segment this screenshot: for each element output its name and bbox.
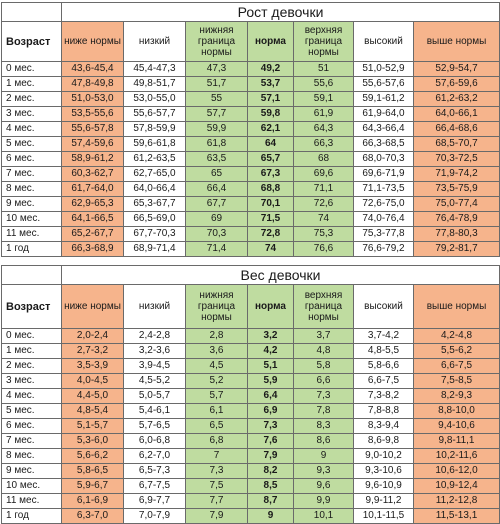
upper-bound-cell: 51 <box>294 62 354 77</box>
column-header-lower-bound: нижняя граница нормы <box>186 22 248 62</box>
norm-cell: 4,2 <box>248 344 294 359</box>
above-norm-cell: 8,2-9,3 <box>414 389 500 404</box>
lower-bound-cell: 7,9 <box>186 509 248 524</box>
high-cell: 10,1-11,5 <box>354 509 414 524</box>
table-row <box>2 494 500 509</box>
norm-cell: 57,1 <box>248 92 294 107</box>
lower-bound-cell: 70,3 <box>186 227 248 242</box>
above-norm-cell: 4,2-4,8 <box>414 329 500 344</box>
lower-bound-cell: 67,7 <box>186 197 248 212</box>
lower-bound-cell: 51,7 <box>186 77 248 92</box>
lower-bound-cell: 59,9 <box>186 122 248 137</box>
low-cell: 61,2-63,5 <box>124 152 186 167</box>
norm-cell: 67,3 <box>248 167 294 182</box>
age-cell: 1 мес. <box>2 77 62 92</box>
table-row <box>2 242 500 257</box>
low-cell: 49,8-51,7 <box>124 77 186 92</box>
high-cell: 68,0-70,3 <box>354 152 414 167</box>
below-norm-cell: 5,1-5,7 <box>62 419 124 434</box>
below-norm-cell: 6,3-7,0 <box>62 509 124 524</box>
high-cell: 69,6-71,9 <box>354 167 414 182</box>
norm-cell: 65,7 <box>248 152 294 167</box>
lower-bound-cell: 6,5 <box>186 419 248 434</box>
high-cell: 71,1-73,5 <box>354 182 414 197</box>
upper-bound-cell: 9,9 <box>294 494 354 509</box>
high-cell: 55,6-57,6 <box>354 77 414 92</box>
below-norm-cell: 5,3-6,0 <box>62 434 124 449</box>
column-header-norm: норма <box>248 22 294 62</box>
table-row <box>2 509 500 524</box>
table-row <box>2 389 500 404</box>
below-norm-cell: 43,6-45,4 <box>62 62 124 77</box>
lower-bound-cell: 61,8 <box>186 137 248 152</box>
low-cell: 7,0-7,9 <box>124 509 186 524</box>
low-cell: 2,4-2,8 <box>124 329 186 344</box>
table-row <box>2 182 500 197</box>
below-norm-cell: 4,8-5,4 <box>62 404 124 419</box>
lower-bound-cell: 2,8 <box>186 329 248 344</box>
norm-cell: 8,2 <box>248 464 294 479</box>
above-norm-cell: 10,2-11,6 <box>414 449 500 464</box>
upper-bound-cell: 61,9 <box>294 107 354 122</box>
low-cell: 59,6-61,8 <box>124 137 186 152</box>
low-cell: 5,7-6,5 <box>124 419 186 434</box>
upper-bound-cell: 6,6 <box>294 374 354 389</box>
column-header-norm: норма <box>248 285 294 329</box>
corner-cell <box>2 3 62 22</box>
above-norm-cell: 52,9-54,7 <box>414 62 500 77</box>
high-cell: 9,6-10,9 <box>354 479 414 494</box>
low-cell: 3,2-3,6 <box>124 344 186 359</box>
above-norm-cell: 10,6-12,0 <box>414 464 500 479</box>
norm-cell: 53,7 <box>248 77 294 92</box>
above-norm-cell: 79,2-81,7 <box>414 242 500 257</box>
below-norm-cell: 65,2-67,7 <box>62 227 124 242</box>
lower-bound-cell: 4,5 <box>186 359 248 374</box>
norm-cell: 6,4 <box>248 389 294 404</box>
high-cell: 76,6-79,2 <box>354 242 414 257</box>
table-row <box>2 329 500 344</box>
above-norm-cell: 11,5-13,1 <box>414 509 500 524</box>
high-cell: 7,8-8,8 <box>354 404 414 419</box>
norm-cell: 7,9 <box>248 449 294 464</box>
height-table <box>1 2 500 257</box>
low-cell: 66,5-69,0 <box>124 212 186 227</box>
above-norm-cell: 76,4-78,9 <box>414 212 500 227</box>
below-norm-cell: 66,3-68,9 <box>62 242 124 257</box>
age-cell: 4 мес. <box>2 122 62 137</box>
age-cell: 0 мес. <box>2 62 62 77</box>
norm-cell: 8,7 <box>248 494 294 509</box>
upper-bound-cell: 9,3 <box>294 464 354 479</box>
age-cell: 3 мес. <box>2 107 62 122</box>
norm-cell: 71,5 <box>248 212 294 227</box>
age-cell: 11 мес. <box>2 494 62 509</box>
lower-bound-cell: 3,6 <box>186 344 248 359</box>
upper-bound-cell: 8,3 <box>294 419 354 434</box>
below-norm-cell: 62,9-65,3 <box>62 197 124 212</box>
upper-bound-cell: 68 <box>294 152 354 167</box>
above-norm-cell: 77,8-80,3 <box>414 227 500 242</box>
above-norm-cell: 8,8-10,0 <box>414 404 500 419</box>
low-cell: 6,5-7,3 <box>124 464 186 479</box>
table-row <box>2 404 500 419</box>
age-cell: 5 мес. <box>2 404 62 419</box>
upper-bound-cell: 64,3 <box>294 122 354 137</box>
low-cell: 4,5-5,2 <box>124 374 186 389</box>
table-row <box>2 77 500 92</box>
below-norm-cell: 2,7-3,2 <box>62 344 124 359</box>
upper-bound-cell: 66,3 <box>294 137 354 152</box>
high-cell: 8,6-9,8 <box>354 434 414 449</box>
age-cell: 4 мес. <box>2 389 62 404</box>
table-row <box>2 464 500 479</box>
above-norm-cell: 10,9-12,4 <box>414 479 500 494</box>
age-cell: 5 мес. <box>2 137 62 152</box>
below-norm-cell: 55,6-57,8 <box>62 122 124 137</box>
table-row <box>2 62 500 77</box>
below-norm-cell: 51,0-53,0 <box>62 92 124 107</box>
high-cell: 59,1-61,2 <box>354 92 414 107</box>
low-cell: 53,0-55,0 <box>124 92 186 107</box>
low-cell: 6,7-7,5 <box>124 479 186 494</box>
norm-cell: 5,1 <box>248 359 294 374</box>
table-row <box>2 122 500 137</box>
column-header-high: высокий <box>354 22 414 62</box>
lower-bound-cell: 6,1 <box>186 404 248 419</box>
above-norm-cell: 68,5-70,7 <box>414 137 500 152</box>
lower-bound-cell: 7,7 <box>186 494 248 509</box>
below-norm-cell: 5,9-6,7 <box>62 479 124 494</box>
below-norm-cell: 3,5-3,9 <box>62 359 124 374</box>
table-row <box>2 359 500 374</box>
weight-table-title: Вес девочки <box>62 266 500 285</box>
norm-cell: 5,9 <box>248 374 294 389</box>
below-norm-cell: 4,0-4,5 <box>62 374 124 389</box>
age-cell: 2 мес. <box>2 92 62 107</box>
lower-bound-cell: 47,3 <box>186 62 248 77</box>
low-cell: 5,4-6,1 <box>124 404 186 419</box>
table-row <box>2 92 500 107</box>
upper-bound-cell: 10,1 <box>294 509 354 524</box>
lower-bound-cell: 7 <box>186 449 248 464</box>
high-cell: 9,0-10,2 <box>354 449 414 464</box>
age-cell: 9 мес. <box>2 197 62 212</box>
high-cell: 7,3-8,2 <box>354 389 414 404</box>
high-cell: 75,3-77,8 <box>354 227 414 242</box>
norm-cell: 6,9 <box>248 404 294 419</box>
high-cell: 72,6-75,0 <box>354 197 414 212</box>
above-norm-cell: 57,6-59,6 <box>414 77 500 92</box>
above-norm-cell: 71,9-74,2 <box>414 167 500 182</box>
lower-bound-cell: 55 <box>186 92 248 107</box>
column-header-above-norm: выше нормы <box>414 22 500 62</box>
high-cell: 9,3-10,6 <box>354 464 414 479</box>
column-header-low: низкий <box>124 285 186 329</box>
high-cell: 9,9-11,2 <box>354 494 414 509</box>
age-column-header: Возраст <box>2 285 62 329</box>
above-norm-cell: 70,3-72,5 <box>414 152 500 167</box>
upper-bound-cell: 9 <box>294 449 354 464</box>
high-cell: 3,7-4,2 <box>354 329 414 344</box>
table-row <box>2 227 500 242</box>
below-norm-cell: 64,1-66,5 <box>62 212 124 227</box>
age-cell: 1 год <box>2 509 62 524</box>
high-cell: 64,3-66,4 <box>354 122 414 137</box>
low-cell: 55,6-57,7 <box>124 107 186 122</box>
low-cell: 6,0-6,8 <box>124 434 186 449</box>
column-header-above-norm: выше нормы <box>414 285 500 329</box>
upper-bound-cell: 69,6 <box>294 167 354 182</box>
table-row <box>2 449 500 464</box>
high-cell: 5,8-6,6 <box>354 359 414 374</box>
norm-cell: 59,8 <box>248 107 294 122</box>
above-norm-cell: 7,5-8,5 <box>414 374 500 389</box>
low-cell: 57,8-59,9 <box>124 122 186 137</box>
lower-bound-cell: 71,4 <box>186 242 248 257</box>
high-cell: 61,9-64,0 <box>354 107 414 122</box>
norm-cell: 72,8 <box>248 227 294 242</box>
norm-cell: 7,3 <box>248 419 294 434</box>
corner-cell <box>2 266 62 285</box>
upper-bound-cell: 8,6 <box>294 434 354 449</box>
table-row <box>2 197 500 212</box>
height-table-title: Рост девочки <box>62 3 500 22</box>
above-norm-cell: 11,2-12,8 <box>414 494 500 509</box>
table-row <box>2 344 500 359</box>
norm-cell: 74 <box>248 242 294 257</box>
norm-cell: 68,8 <box>248 182 294 197</box>
below-norm-cell: 6,1-6,9 <box>62 494 124 509</box>
lower-bound-cell: 66,4 <box>186 182 248 197</box>
age-cell: 6 мес. <box>2 419 62 434</box>
below-norm-cell: 2,0-2,4 <box>62 329 124 344</box>
lower-bound-cell: 63,5 <box>186 152 248 167</box>
upper-bound-cell: 59,1 <box>294 92 354 107</box>
below-norm-cell: 47,8-49,8 <box>62 77 124 92</box>
table-row <box>2 479 500 494</box>
norm-cell: 62,1 <box>248 122 294 137</box>
column-header-high: высокий <box>354 285 414 329</box>
age-cell: 7 мес. <box>2 167 62 182</box>
age-cell: 0 мес. <box>2 329 62 344</box>
upper-bound-cell: 76,6 <box>294 242 354 257</box>
below-norm-cell: 53,5-55,6 <box>62 107 124 122</box>
above-norm-cell: 64,0-66,1 <box>414 107 500 122</box>
table-row <box>2 419 500 434</box>
norm-cell: 64 <box>248 137 294 152</box>
column-header-low: низкий <box>124 22 186 62</box>
below-norm-cell: 58,9-61,2 <box>62 152 124 167</box>
upper-bound-cell: 71,1 <box>294 182 354 197</box>
age-cell: 3 мес. <box>2 374 62 389</box>
above-norm-cell: 9,8-11,1 <box>414 434 500 449</box>
lower-bound-cell: 5,7 <box>186 389 248 404</box>
norm-cell: 9 <box>248 509 294 524</box>
upper-bound-cell: 55,6 <box>294 77 354 92</box>
below-norm-cell: 4,4-5,0 <box>62 389 124 404</box>
norm-cell: 3,2 <box>248 329 294 344</box>
lower-bound-cell: 65 <box>186 167 248 182</box>
column-header-below-norm: ниже нормы <box>62 285 124 329</box>
low-cell: 3,9-4,5 <box>124 359 186 374</box>
high-cell: 6,6-7,5 <box>354 374 414 389</box>
above-norm-cell: 9,4-10,6 <box>414 419 500 434</box>
column-header-lower-bound: нижняя граница нормы <box>186 285 248 329</box>
high-cell: 4,8-5,5 <box>354 344 414 359</box>
high-cell: 8,3-9,4 <box>354 419 414 434</box>
upper-bound-cell: 4,8 <box>294 344 354 359</box>
age-cell: 8 мес. <box>2 449 62 464</box>
lower-bound-cell: 57,7 <box>186 107 248 122</box>
upper-bound-cell: 7,8 <box>294 404 354 419</box>
norm-cell: 49,2 <box>248 62 294 77</box>
upper-bound-cell: 3,7 <box>294 329 354 344</box>
table-row <box>2 374 500 389</box>
table-row <box>2 137 500 152</box>
above-norm-cell: 5,5-6,2 <box>414 344 500 359</box>
above-norm-cell: 66,4-68,6 <box>414 122 500 137</box>
age-cell: 10 мес. <box>2 479 62 494</box>
upper-bound-cell: 74 <box>294 212 354 227</box>
lower-bound-cell: 6,8 <box>186 434 248 449</box>
age-cell: 10 мес. <box>2 212 62 227</box>
low-cell: 6,9-7,7 <box>124 494 186 509</box>
norm-cell: 8,5 <box>248 479 294 494</box>
above-norm-cell: 6,6-7,5 <box>414 359 500 374</box>
high-cell: 74,0-76,4 <box>354 212 414 227</box>
age-cell: 7 мес. <box>2 434 62 449</box>
lower-bound-cell: 69 <box>186 212 248 227</box>
norm-cell: 70,1 <box>248 197 294 212</box>
upper-bound-cell: 7,3 <box>294 389 354 404</box>
below-norm-cell: 61,7-64,0 <box>62 182 124 197</box>
age-column-header: Возраст <box>2 22 62 62</box>
table-row <box>2 434 500 449</box>
upper-bound-cell: 72,6 <box>294 197 354 212</box>
lower-bound-cell: 7,5 <box>186 479 248 494</box>
upper-bound-cell: 75,3 <box>294 227 354 242</box>
upper-bound-cell: 5,8 <box>294 359 354 374</box>
age-cell: 8 мес. <box>2 182 62 197</box>
above-norm-cell: 61,2-63,2 <box>414 92 500 107</box>
low-cell: 68,9-71,4 <box>124 242 186 257</box>
column-header-upper-bound: верхняя граница нормы <box>294 22 354 62</box>
age-cell: 11 мес. <box>2 227 62 242</box>
below-norm-cell: 60,3-62,7 <box>62 167 124 182</box>
lower-bound-cell: 7,3 <box>186 464 248 479</box>
low-cell: 45,4-47,3 <box>124 62 186 77</box>
age-cell: 9 мес. <box>2 464 62 479</box>
below-norm-cell: 57,4-59,6 <box>62 137 124 152</box>
lower-bound-cell: 5,2 <box>186 374 248 389</box>
low-cell: 6,2-7,0 <box>124 449 186 464</box>
above-norm-cell: 73,5-75,9 <box>414 182 500 197</box>
table-row <box>2 107 500 122</box>
low-cell: 64,0-66,4 <box>124 182 186 197</box>
low-cell: 62,7-65,0 <box>124 167 186 182</box>
table-row <box>2 167 500 182</box>
age-cell: 6 мес. <box>2 152 62 167</box>
age-cell: 1 мес. <box>2 344 62 359</box>
high-cell: 66,3-68,5 <box>354 137 414 152</box>
high-cell: 51,0-52,9 <box>354 62 414 77</box>
above-norm-cell: 75,0-77,4 <box>414 197 500 212</box>
below-norm-cell: 5,8-6,5 <box>62 464 124 479</box>
low-cell: 5,0-5,7 <box>124 389 186 404</box>
low-cell: 67,7-70,3 <box>124 227 186 242</box>
column-header-upper-bound: верхняя граница нормы <box>294 285 354 329</box>
below-norm-cell: 5,6-6,2 <box>62 449 124 464</box>
low-cell: 65,3-67,7 <box>124 197 186 212</box>
upper-bound-cell: 9,6 <box>294 479 354 494</box>
table-row <box>2 212 500 227</box>
norm-cell: 7,6 <box>248 434 294 449</box>
table-row <box>2 152 500 167</box>
age-cell: 1 год <box>2 242 62 257</box>
age-cell: 2 мес. <box>2 359 62 374</box>
column-header-below-norm: ниже нормы <box>62 22 124 62</box>
weight-table <box>1 265 500 524</box>
